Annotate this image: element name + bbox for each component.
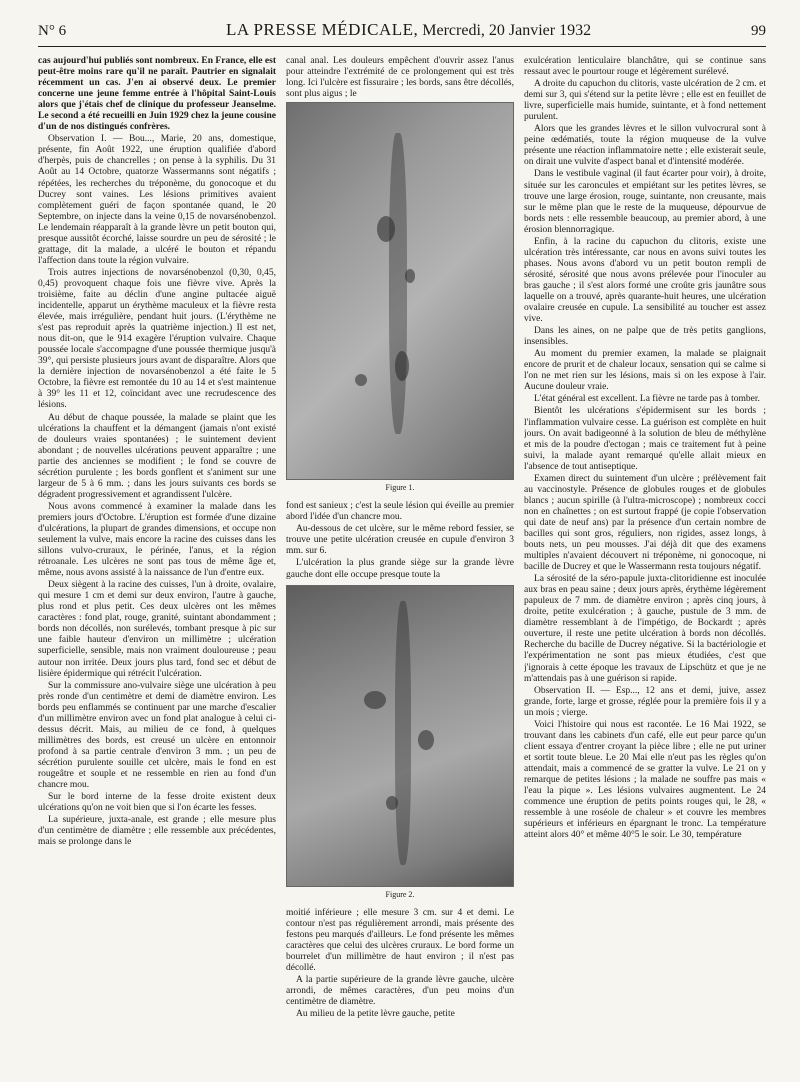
paragraph: Nous avons commencé à examiner la malade dans les premiers jours d'Octobre. L'éruption est formée d'une dizaine d'ulcérations, la plupart de grandes dimensions, et occupe non seulement la vulve, mais encore la racine des cuisses dans les sillons vulvo-cruraux, le périnée, l'anus, et la région rétroanale. Les ulcères ne sont pas tous de même âge et, même, nous avons assisté à la naissance de l'un d'entre eux. bbox=[38, 501, 276, 579]
publication-name: LA PRESSE MÉDICALE, bbox=[225, 20, 419, 39]
paragraph: Au moment du premier examen, la malade se plaignait encore de prurit et de chaleur locaux, sensation qui se calme si l'on ne met rien sur les lésions, mais si on les expose à l'air. Aucune douleur vraie. bbox=[524, 349, 766, 393]
paragraph: A la partie supérieure de la grande lèvre gauche, ulcère arrondi, de mêmes caractères, d'un peu moins d'un centimètre de diamètre. bbox=[286, 974, 514, 1007]
paragraph: canal anal. Les douleurs empêchent d'ouvrir assez l'anus pour atteindre l'extrémité de ce prolongement qui est très long. Ici l'ulcère est fissuraire ; les bords, sans être décollés, sont plus aigus ; le bbox=[286, 56, 514, 100]
paragraph: Sur la commissure ano-vulvaire siège une ulcération à peu près ronde d'un centimètre et demi de diamètre environ. Les bords peu enflammés se continuent par une marche d'escalier d'un millimètre environ avec un fond plat analogue à celui ci-dessus décrit. Mais, au milieu de ce fond, à quelques millimètres des bords, est creusé un ulcère en entonnoir profond à sa partie centrale d'environ 3 mm. ; un peu de sécrétion purulente souille cet ulcère, mais le fond en est rougeâtre et souple et ne ressemble en rien au fond d'un chancre mou. bbox=[38, 680, 276, 791]
header-title bbox=[226, 20, 591, 40]
column-middle bbox=[286, 56, 514, 1071]
paragraph: Sur le bord interne de la fesse droite existent deux ulcérations qu'on ne voit bien que si l'on écarte les fesses. bbox=[38, 792, 276, 814]
observation-2-paragraph: Observation II. — Esp..., 12 ans et demi, juive, assez grande, forte, large et grosse, réglée pour la première fois il y a un mois ; vierge. bbox=[524, 685, 766, 718]
paragraph: Dans le vestibule vaginal (il faut écarter pour voir), à droite, située sur les caroncules et empiétant sur les petites lèvres, se trouve une large érosion, rouge, suintante, non creusante, mais sur le même plan que le reste de la muqueuse, dépourvue de bords nets : elle ressemble beaucoup, au premier abord, à une érosion blennorragique. bbox=[524, 169, 766, 235]
page-number: 99 bbox=[751, 23, 766, 39]
paragraph: L'état général est excellent. La fièvre ne tarde pas à tomber. bbox=[534, 394, 760, 405]
paragraph: cas aujourd'hui publiés sont nombreux. En France, elle est peut-être moins rare qu'il ne paraît. Pautrier en signalait récemment un cas. J'en ai observé deux. Le premier concerne une jeune femme entrée à l'hôpital Saint-Louis alors que j'étais chef de clinique du professeur Jeanselme. Le second a été recueilli en Juin 1929 chez la jeune cousine d'un de nos distingués confrères. bbox=[38, 56, 276, 133]
figure-1-photo bbox=[286, 102, 514, 480]
paragraph: Bientôt les ulcérations s'épidermisent sur les bords ; l'inflammation vulvaire cesse. La guérison est complète en huit jours. On avait badigeonné à la solution de bleu de méthylène et mis de la poudre d'ectogan ; mais ce traitement fut à peine suivi, la malade ayant remarqué qu'elle allait mieux en l'absence de tout antiseptique. bbox=[524, 406, 766, 472]
column-right bbox=[524, 56, 766, 1071]
figure-2-caption: Figure 2. bbox=[385, 889, 415, 899]
paragraph: La sérosité de la séro-papule juxta-clitoridienne est inoculée aux bras en peau saine ; deux jours après, érythème légèrement papuleux de 7 mm. de diamètre environ ; après cinq jours, à droite, petite exulcération ; à gauche, pustule de 3 mm. de diamètre ressemblant à de l'impétigo, de Bockardt ; après ouverture, il reste une petite ulcération à bords non décollés. Recherche du bacille de Ducrey négative. Si la bactériologie et l'expérimentation ne sont pas mieux étudiées, c'est que j'ignorais à cette époque les travaux de Lipschütz et que je ne m'attendais pas à une guérison si rapide. bbox=[524, 574, 766, 684]
publication-date: Mercredi, 20 Janvier 1932 bbox=[422, 22, 592, 39]
paragraph: Dans les aines, on ne palpe que de très petits ganglions, insensibles. bbox=[524, 326, 766, 348]
column-left bbox=[38, 56, 276, 1071]
paragraph: Examen direct du suintement d'un ulcère ; prélèvement fait au vaccinostyle. Présence de globules rouges et de globules blancs ; aucun spirille (à l'ultra-microscope) ; nombreux cocci non en chaînettes ; on est surtout frappé (je copie l'observation qui date de neuf ans) par la présence d'un certain nombre de bacilles qui sont gros, réguliers, non rigides, assez longs, à bouts nets, un peu mousses. J'ai déjà dit que des examens multiples n'avaient découvert ni tréponème, ni gonocoque, ni bacille de Ducrey et que le Wassermann resta toujours négatif. bbox=[524, 473, 766, 573]
paragraph: Trois autres injections de novarsénobenzol (0,30, 0,45, 0,45) provoquent chaque fois une fièvre vive. Après la troisième, faite au déclin d'une angine pultacée aiguë incidentelle, apparut un érythème maculeux et la fièvre resta élevée, mais irrégulière, pendant huit jours. (L'érythème ne s'est pas reproduit après la quatrième injection.) Il est net, nous dit-on, que le 914 exagère l'éruption vulvaire. Chaque poussée locale s'accompagne d'une poussée thermique jusqu'à 39°, qui persiste plusieurs jours avant de disparaître. Alors que la dernière injection de novarsénobenzol a été faite le 5 Octobre, la fièvre est remontée du 10 au 14 et s'est maintenue à 39° les 11 et 12, coïncidant avec une recrudescence des lésions. bbox=[38, 267, 276, 411]
paragraph: Voici l'histoire qui nous est racontée. Le 16 Mai 1922, se trouvant dans les cabinets d'un café, elle eut peur parce qu'un client essaya d'entrer croyant la pièce libre ; elle ne put uriner et sortit toute bleue. Le 20 Mai elle n'eut pas les règles qu'on attendait, mais a commencé de se gratter la vulve. Le 21 on y remarque de petites lésions ; la malade ne souffre pas mais « l'eau la pique ». Les lésions vulvaires augmentent. Le 24 commence une éruption de petits points rouges qui, le 28, « ressemble à une roséole de chaleur » et couvre les membres supérieurs et inférieurs en épargnant le tronc. La température atteint alors 40° et même 40°5 le soir. Le 30, température bbox=[524, 719, 766, 841]
paragraph: A droite du capuchon du clitoris, vaste ulcération de 2 cm. et demi sur 3, qui s'étend sur la petite lèvre ; elle est en feuillet de livre, superficielle mais humide, suintante, et à fond nettement purulent. bbox=[524, 79, 766, 123]
page-header bbox=[38, 20, 766, 47]
figure-2-photo bbox=[286, 585, 514, 887]
paragraph: Au début de chaque poussée, la malade se plaint que les ulcérations la chauffent et la démangent (jamais n'ont existé de douleurs vraies spontanées) ; le suintement devient abondant ; de nouvelles ulcérations peuvent apparaître ; une partie des anciennes se modifient ; le fond se couvre de sécrétion purulente ; les bords gonflent et s'animent sur une largeur de 5 à 6 mm. ; dans les jours suivants ces bords se dégradent progressivement et agrandissent l'ulcère. bbox=[38, 412, 276, 500]
paragraph: Alors que les grandes lèvres et le sillon vulvocrural sont à peine œdématiés, toute la région muqueuse de la vulve présente une réaction inflammatoire nette ; elle existerait seule, on dirait une vulvite d'aspect banal et d'intensité modérée. bbox=[524, 124, 766, 168]
paragraph: La supérieure, juxta-anale, est grande ; elle mesure plus d'un centimètre de diamètre ; elle ressemble aux précédentes, mais se prolonge dans le bbox=[38, 815, 276, 848]
paragraph: Enfin, à la racine du capuchon du clitoris, existe une ulcération très intéressante, car nous en avons suivi toutes les phases. Nous avons d'abord vu un petit bouton rempli de sérosité, sérosité que nous avons prélevée pour l'inoculer au bras gauche ; il s'est alors formé une croûte gris jaunâtre sous laquelle on a trouvé, après quarante-huit heures, une ulcération ovalaire creusée en cupule. La sensibilité au toucher est assez vive. bbox=[524, 236, 766, 325]
observation-1-paragraph: Observation I. — Bou..., Marie, 20 ans, domestique, présente, fin Août 1922, une éruption qualifiée d'abord d'herpès, puis de chancrelles ; on pense à la syphilis. Du 31 Août au 14 Octobre, quatorze Wassermanns sont négatifs ; répétées, les recherches du tréponème, du gonocoque et du Ducrey sont vaines. Les lésions primitives avaient complètement guéri de façon spontanée quand, le 20 Septembre, on injecte dans la veine 0,15 de novarsénobenzol. Le lendemain réapparaît à la grande lèvre un petit bouton qui, presque aussitôt écorché, laisse sourdre un peu de sérosité ; le grattage, dit la malade, a ulcéré le bouton et répandu l'affection dans toute la région vulvaire. bbox=[38, 134, 276, 266]
figure-1-caption: Figure 1. bbox=[385, 483, 415, 493]
paragraph: moitié inférieure ; elle mesure 3 cm. sur 4 et demi. Le contour n'est pas régulièrement arrondi, mais présente des festons peu marqués d'ailleurs. Le fond présente les mêmes caractères que celui des ulcères cruraux. Le bord forme un bourrelet d'un millimètre de haut environ ; il n'est pas décollé. bbox=[286, 907, 514, 973]
issue-number: N° 6 bbox=[38, 23, 67, 39]
paragraph: Au milieu de la petite lèvre gauche, petite bbox=[296, 1009, 455, 1020]
paragraph: Deux siègent à la racine des cuisses, l'un à droite, ovalaire, qui mesure 1 cm et demi sur deux environ, l'autre à gauche, plus rond et plus petit. Ces deux ulcères ont les mêmes caractères : fond plat, rouge, granité, suintant abondamment ; bords non décollés, non surélevés, tombant presque à pic sur une faible hauteur d'environ un millimètre ; ulcération superficielle, sensible, mais non vraiment douloureuse ; peau autour non irritée. Deux jours plus tard, fond sec et début de lisière épidermique qui rétrécit l'ulcération. bbox=[38, 580, 276, 679]
paragraph: fond est sanieux ; c'est la seule lésion qui éveille au premier abord l'idée d'un chancre mou. bbox=[286, 501, 514, 523]
paragraph: L'ulcération la plus grande siège sur la grande lèvre gauche dont elle occupe presque toute la bbox=[286, 558, 514, 580]
paragraph: exulcération lenticulaire blanchâtre, qui se continue sans ressaut avec le pourtour rouge et légèrement surélevé. bbox=[524, 56, 766, 78]
paragraph: Au-dessous de cet ulcère, sur le même rebord fessier, se trouve une petite ulcération creusée en cupule d'environ 3 mm. sur 6. bbox=[286, 524, 514, 557]
